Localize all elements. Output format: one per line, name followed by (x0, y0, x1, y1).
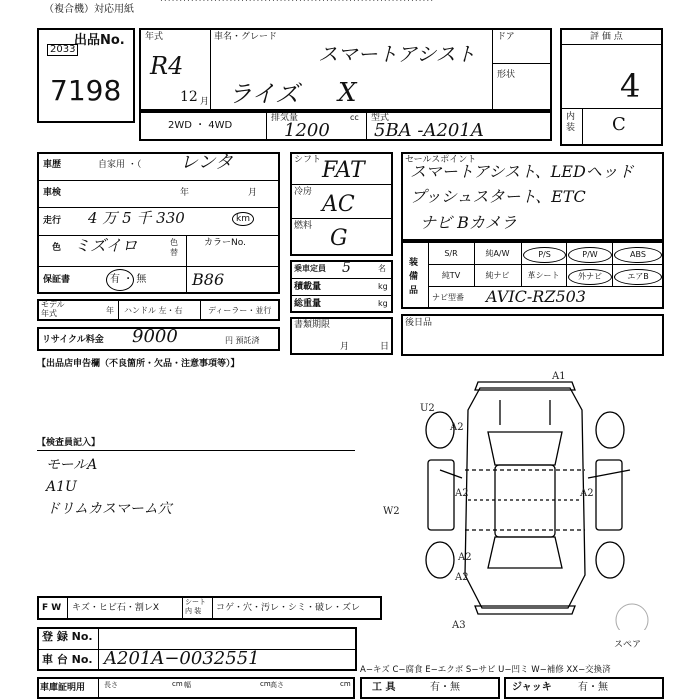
displacement-value: 1200 (284, 120, 330, 141)
equip-sr: S/R (444, 249, 458, 258)
weight-label: 総重量 (294, 299, 322, 309)
legend-key: A−キズ C−腐食 E−エクボ S−サビ U−凹ミ W−補修 XX−交換済 (360, 665, 611, 675)
car-grade: スマートアシスト (318, 42, 476, 66)
warranty-label: 保証書 (43, 275, 71, 285)
mileage-label: 走行 (43, 216, 62, 226)
weight-unit: kg (378, 299, 388, 308)
cert-length: 長さ (104, 681, 118, 689)
fw-label: F W (42, 603, 62, 613)
year-value: R4 (150, 52, 184, 80)
sales-line-1: スマートアシスト、LEDヘッド (410, 162, 634, 181)
interior-value: C (612, 114, 626, 135)
warranty-circle (106, 269, 134, 291)
lot-stamp: 2033 (47, 44, 78, 56)
chassis-label: 車 台 No. (42, 653, 93, 666)
equip-navi: 純ナビ (485, 271, 510, 280)
inspector-note-1: モールA (46, 457, 98, 473)
year-month: 12 (180, 89, 198, 105)
history-value: レンタ (180, 152, 233, 173)
recycle-label: リサイクル料金 (42, 335, 104, 345)
inspection-month-unit: 月 (248, 188, 258, 198)
cert-height: 高さ (270, 681, 284, 689)
model-year-label2: 年式 (41, 309, 57, 318)
damage-mark-a2-rear: A2 (455, 572, 469, 583)
car-name-label: 車名・グレード (214, 32, 278, 42)
load-label: 積載量 (294, 282, 322, 292)
handle-label: ハンドル 左・右 (124, 306, 183, 315)
docs-day-unit: 日 (380, 342, 390, 352)
model-year-unit: 年 (106, 306, 114, 315)
score-value: 4 (620, 67, 641, 105)
equip-alloy: 純A/W (485, 249, 510, 258)
recycle-value: 9000 (132, 326, 178, 347)
fuel-label: 燃料 (294, 221, 313, 231)
tools-options: 有・無 (430, 682, 460, 693)
year-month-unit: 月 (200, 97, 210, 107)
sales-point-label: セールスポイント (405, 155, 477, 165)
later-items-label: 後日品 (405, 318, 433, 328)
damage-mark-w2: W2 (383, 506, 400, 517)
load-unit: kg (378, 282, 388, 291)
year-label: 年式 (145, 32, 164, 42)
damage-mark-u2: U2 (420, 403, 435, 414)
damage-mark-a2-fl: A2 (450, 422, 464, 433)
jack-label: ジャッキ (512, 682, 552, 693)
capacity-value: 5 (342, 260, 351, 276)
equip-ps: P/S (523, 247, 566, 263)
navi-model-label: ナビ型番 (432, 293, 464, 302)
car-grade-x: X (338, 78, 357, 108)
shift-label: シフト (294, 155, 322, 165)
ac-label: 冷房 (294, 187, 313, 197)
cert-length-unit: cm (172, 680, 183, 688)
displacement-unit: cc (350, 113, 359, 122)
model-value: 5BA -A201A (374, 120, 484, 141)
sales-line-3: ナビ Bカメラ (420, 213, 517, 232)
later-items-box (401, 314, 664, 356)
mileage-unit: km (232, 212, 254, 226)
equip-ext-navi: 外ナビ (568, 269, 612, 285)
history-label: 車歴 (43, 160, 62, 170)
lot-label: 出品No. (74, 33, 125, 48)
color-label: 色 (52, 243, 62, 253)
registration-label: 登 録 No. (42, 630, 93, 643)
lot-number: 7198 (50, 74, 122, 107)
shift-value: FAT (322, 158, 365, 183)
mileage-value: 4 万 5 千 330 (88, 209, 185, 227)
equip-airbag: エアB (614, 269, 662, 285)
color-number-value: B86 (192, 270, 225, 289)
recycle-unit: 円 預託済 (225, 336, 260, 345)
cert-width: 幅 (184, 681, 191, 689)
equip-abs: ABS (614, 247, 662, 263)
warranty-options: 有 ・ 無 (110, 274, 147, 285)
equipment-label: 装備品 (409, 258, 419, 296)
color-replaced-label: 色替 (170, 238, 178, 257)
ac-value: AC (322, 192, 355, 217)
cert-height-unit: cm (340, 680, 351, 688)
navi-model-value: AVIC-RZ503 (486, 287, 586, 306)
color-no-label: カラーNo. (204, 238, 246, 248)
equip-tv: 純TV (441, 271, 461, 280)
model-year-label: モデル (41, 300, 65, 309)
shape-label: 形状 (497, 70, 516, 80)
equip-leather: 革シート (527, 271, 560, 280)
damage-mark-a2-r: A2 (580, 488, 594, 499)
seat-items: コゲ・穴・汚レ・シミ・破レ・ズレ (216, 603, 361, 613)
inspection-label: 車検 (43, 188, 62, 198)
chassis-value: A201A−0032551 (104, 648, 260, 669)
inspector-note-2: A1U (46, 479, 77, 495)
docs-month-unit: 月 (340, 342, 350, 352)
score-label: 評 価 点 (590, 32, 623, 42)
fw-items: キズ・ヒビ石・割レX (72, 603, 159, 613)
damage-mark-a3: A3 (452, 620, 466, 631)
dealer-label: ディーラー・並行 (208, 306, 272, 315)
damage-mark-a1: A1 (552, 371, 566, 382)
cert-width-unit: cm (260, 680, 271, 688)
sales-line-2: プッシュスタート、ETC (410, 187, 586, 206)
color-value: ミズイロ (74, 236, 138, 255)
door-label: ドア (497, 32, 515, 42)
history-options: 自家用 ・（ (98, 160, 142, 170)
fuel-value: G (330, 226, 348, 251)
damage-mark-a2-lr: A2 (458, 552, 472, 563)
tools-label: 工 具 (372, 682, 396, 693)
drive-label: 2WD ・ 4WD (168, 120, 233, 131)
capacity-label: 乗車定員 (294, 264, 326, 273)
car-damage-diagram (400, 370, 670, 630)
inspection-year-unit: 年 (180, 188, 190, 198)
displacement-label: 排気量 (271, 113, 299, 123)
header-fragment (160, 0, 434, 4)
damage-mark-a2-lf: A2 (455, 488, 469, 499)
inspector-label: 【検査員記入】 (37, 438, 101, 448)
form-subtitle: （複合機）対応用紙 (44, 4, 134, 15)
model-label: 型式 (371, 113, 390, 123)
equip-pw: P/W (568, 247, 612, 263)
docs-label: 書類期限 (294, 320, 331, 330)
seat-label: シート内 装 (185, 598, 206, 615)
jack-options: 有・無 (578, 682, 608, 693)
spare-label: スペア (614, 640, 642, 650)
capacity-unit: 名 (378, 264, 386, 273)
inspector-note-3: ドリムカスマーム穴 (46, 501, 172, 517)
garage-cert-label: 車庫証明用 (40, 683, 86, 693)
report-label: 【出品店申告欄（不良箇所・欠品・注意事項等）】 (37, 359, 240, 369)
interior-label: 内装 (566, 112, 576, 133)
car-name: ライズ (228, 80, 300, 108)
